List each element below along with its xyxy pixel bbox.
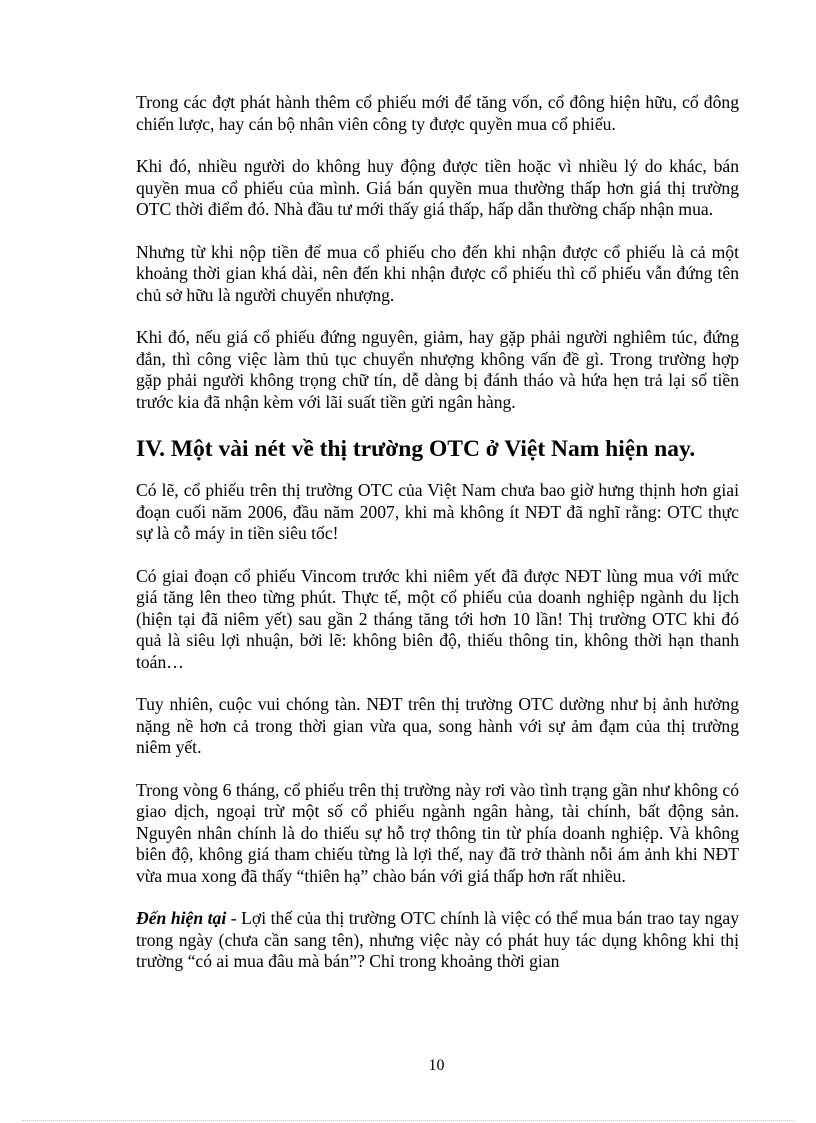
paragraph-rights-issue: Trong các đợt phát hành thêm cổ phiếu mới để tăng vốn, cổ đông hiện hữu, cổ đông chiến lược, hay cán bộ nhân viên công ty được quyền mua cổ phiếu. bbox=[136, 92, 739, 134]
paragraph-selling-rights: Khi đó, nhiều người do không huy động được tiền hoặc vì nhiều lý do khác, bán quyền mua cổ phiếu của mình. Giá bán quyền mua thường thấp hơn giá thị trường OTC thời điểm đó. Nhà đầu tư mới thấy giá thấp, hấp dẫn thường chấp nhận mua. bbox=[136, 156, 739, 219]
paragraph-six-months: Trong vòng 6 tháng, cổ phiếu trên thị trường này rơi vào tình trạng gần như không có giao dịch, ngoại trừ một số cổ phiếu ngành ngân hàng, tài chính, bất động sản. Nguyên nhân chính là do thiếu sự hỗ trợ thông tin từ phía doanh nghiệp. Và không biên độ, không giá tham chiếu từng là lợi thế, nay đã trở thành nỗi ám ảnh khi NĐT vừa mua xong đã thấy “thiên hạ” chào bán với giá thấp hơn rất nhiều. bbox=[136, 779, 739, 886]
page-number: 10 bbox=[428, 1057, 445, 1074]
page-edge-divider bbox=[22, 1120, 794, 1121]
paragraph-transfer-period: Nhưng từ khi nộp tiền để mua cổ phiếu cho đến khi nhận được cổ phiếu là cả một khoảng thời gian khá dài, nên đến khi nhận được cổ phiếu thì cổ phiếu vẫn đứng tên chủ sở hữu là người chuyển nhượng. bbox=[136, 241, 739, 305]
paragraph-lead: Đến hiện tại bbox=[136, 908, 227, 928]
paragraph-otc-boom: Có lẽ, cổ phiếu trên thị trường OTC của Việt Nam chưa bao giờ hưng thịnh hơn giai đoạn cuối năm 2006, đầu năm 2007, khi mà không ít NĐT đã nghĩ rằng: OTC thực sự là cỗ máy in tiền siêu tốc! bbox=[136, 480, 739, 543]
paragraph-decline: Tuy nhiên, cuộc vui chóng tàn. NĐT trên thị trường OTC dường như bị ảnh hưởng nặng nề hơn cả trong thời gian vừa qua, song hành với sự ảm đạm của thị trường niêm yết. bbox=[136, 694, 739, 757]
section-heading: IV. Một vài nét về thị trường OTC ở Việt Nam hiện nay. bbox=[136, 436, 696, 462]
document-page bbox=[136, 92, 739, 994]
paragraph-current bbox=[136, 908, 739, 973]
paragraph-vincom: Có giai đoạn cổ phiếu Vincom trước khi niêm yết đã được NĐT lùng mua với mức giá tăng lên theo từng phút. Thực tế, một cổ phiếu của doanh nghiệp ngành du lịch (hiện tại đã niêm yết) sau gần 2 tháng tăng tới hơn 10 lần! Thị trường OTC khi đó quả là siêu lợi nhuận, bởi lẽ: không biên độ, thiếu thông tin, không thời hạn thanh toán… bbox=[136, 565, 739, 672]
paragraph-transfer-risk: Khi đó, nếu giá cổ phiếu đứng nguyên, giảm, hay gặp phải người nghiêm túc, đứng đắn, thì công việc làm thủ tục chuyển nhượng không vấn đề gì. Trong trường hợp gặp phải người không trọng chữ tín, dễ dàng bị đánh tháo và hứa hẹn trả lại số tiền trước kia đã nhận kèm với lãi suất tiền gửi ngân hàng. bbox=[136, 327, 739, 412]
paragraph-current-text: - Lợi thế của thị trường OTC chính là việc có thể mua bán trao tay ngay trong ngày (chưa cần sang tên), nhưng việc này có phát huy tác dụng không khi thị trường “có ai mua đâu mà bán”? Chỉ trong khoảng thời gian bbox=[136, 908, 740, 971]
